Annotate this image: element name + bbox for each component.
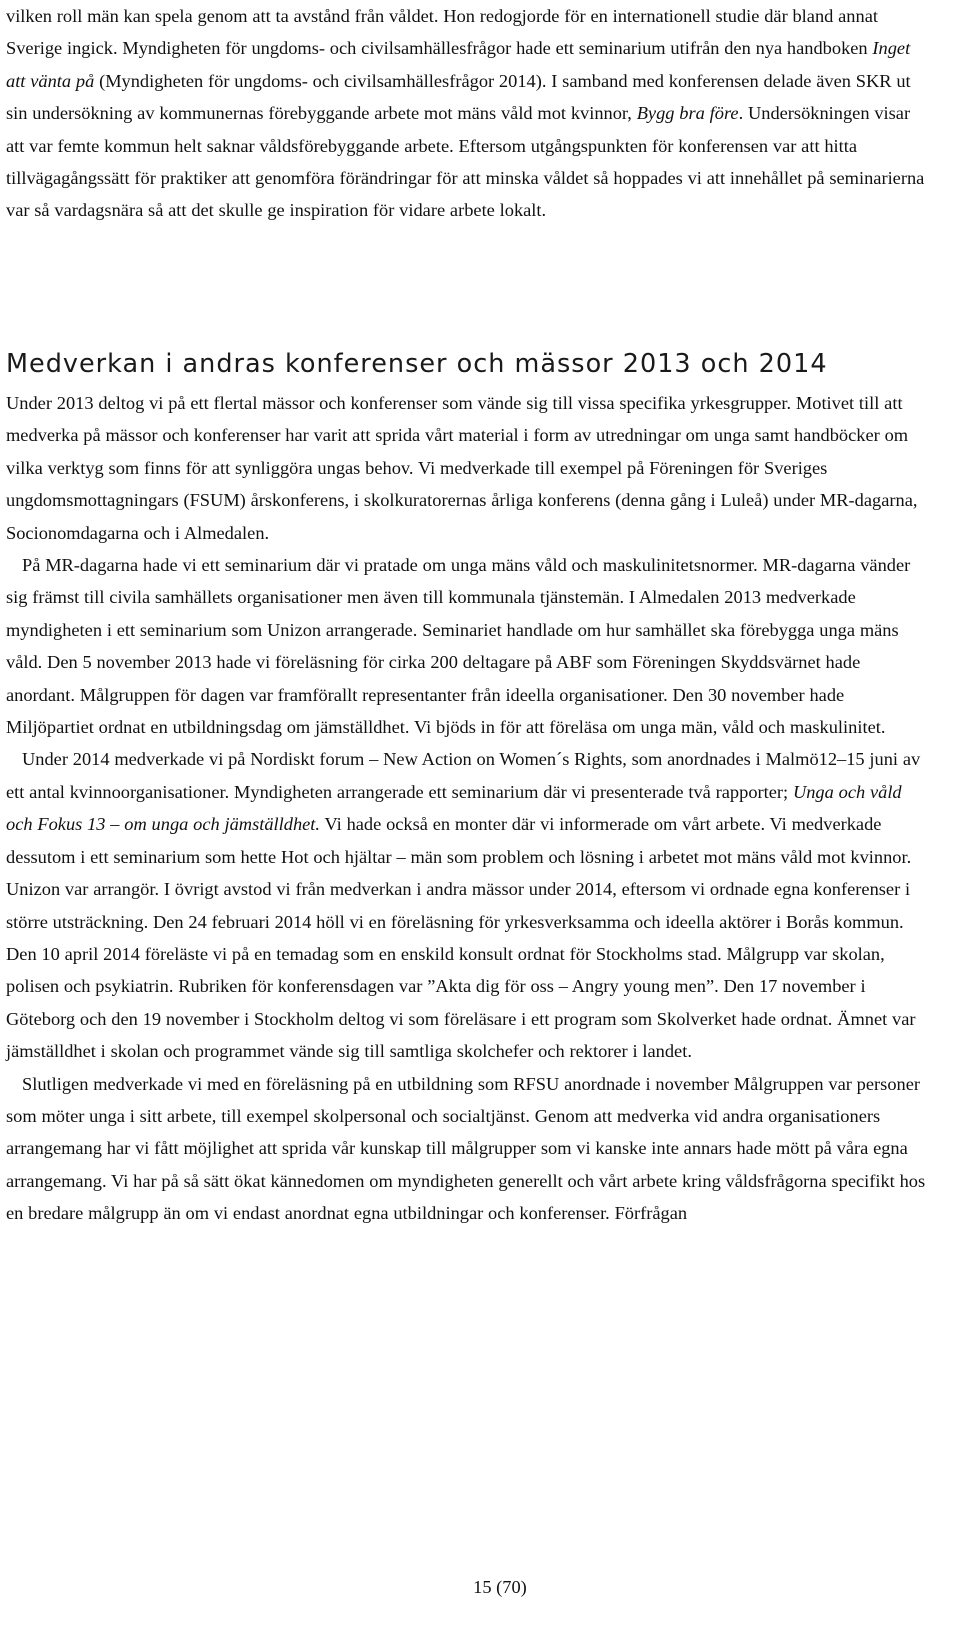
paragraph-3-text-2: Vi hade också en monter där vi informerade om vårt arbete. Vi medverkade dessutom i ett seminarium som hette Hot och hjältar – män som problem och lösning i arbetet mot mäns våld mot kvinnor. Unizon var arrangör. I övrigt avstod vi från medverkan i andra mässor under 2014, eftersom vi ordnade egna konferenser i större utsträckning. Den 24 februari 2014 höll vi en föreläsning för yrkesverksamma och ideella aktörer i Borås kommun. Den 10 april 2014 föreläste vi på en temadag som en enskild konsult ordnat för Stockholms stad. Målgrupp var skolan, polisen och psykiatrin. Rubriken för konferensdagen var ”Akta dig för oss – Angry young men”. Den 17 november i Göteborg och den 19 november i Stockholm deltog vi som föreläsare i ett program som Skolverket hade ordnat. Ämnet var jämställdhet i skolan och programmet vände sig till samtliga skolchefer och rektorer i landet. (6, 814, 916, 1062)
section-heading: Medverkan i andras konferenser och mässor 2013 och 2014 (6, 349, 828, 379)
paragraph-4: Slutligen medverkade vi med en föreläsning på en utbildning som RFSU anordnade i november Målgruppen var personer som möter unga i sitt arbete, till exempel skolpersonal och socialtjänst. Genom att medverka vid andra organisationers arrangemang har vi fått möjlighet att sprida vår kunskap till målgrupper som vi kanske inte annars hade mött på våra egna arrangemang. Vi har på så sätt ökat kännedomen om myndigheten generellt och vårt arbete kring våldsfrågorna specifikt hos en bredare målgrupp än om vi endast anordnat egna utbildningar och konferenser. Förfrågan (6, 1073, 926, 1224)
paragraph-1: Under 2013 deltog vi på ett flertal mässor och konferenser som vände sig till vissa specifika yrkesgrupper. Motivet till att medverka på mässor och konferenser har varit att sprida vårt material i form av utredningar om unga samt handböcker om vilka verktyg som finns för att synliggöra ungas behov. Vi medverkade till exempel på Föreningen för Sveriges ungdomsmottagningars (FSUM) årskonferens, i skolkuratorernas årliga konferens (denna gång i Luleå) under MR-dagarna, Socionomdagarna och i Almedalen. (6, 393, 918, 543)
intro-text-3: . Undersökningen visar att var femte kommun helt saknar våldsförebyggande arbete. Eftersom utgångspunkten för konferensen var att hitta tillvägagångssätt för praktiker att genomföra förändringar för att minska våldet så hoppades vi att innehållet på seminarierna var så vardagsnära så att det skulle ge inspiration för vidare arbete lokalt. (6, 103, 925, 221)
intro-italic-title-2: Bygg bra före (636, 103, 739, 124)
intro-paragraph (6, 0, 926, 227)
paragraph-3-text-1: Under 2014 medverkade vi på Nordiskt forum – New Action on Women´s Rights, som anordnades i Malmö12–15 juni av ett antal kvinnoorganisationer. Myndigheten arrangerade ett seminarium där vi presenterade två rapporter; (6, 749, 921, 802)
body-section (6, 387, 926, 1230)
paragraph-3 (6, 743, 926, 1067)
intro-text-1: vilken roll män kan spela genom att ta avstånd från våldet. Hon redogjorde för en internationell studie där bland annat Sverige ingick. Myndigheten för ungdoms- och civilsamhällesfrågor hade ett seminarium utifrån den nya handboken (6, 6, 878, 59)
intro-section (6, 0, 926, 227)
page-footer (0, 1572, 960, 1602)
intro-italic-title-1: Inget att vänta på (6, 38, 911, 91)
intro-text-2: (Myndigheten för ungdoms- och civilsamhällesfrågor 2014). I samband med konferensen delade även SKR ut sin undersökning av kommunernas förebyggande arbete mot mäns våld mot kvinnor, (6, 70, 911, 124)
page-number: 15 (70) (473, 1577, 527, 1597)
paragraph-3-italic-reports: Unga och våld och Fokus 13 – om unga och jämställdhet. (6, 781, 902, 835)
paragraph-2: På MR-dagarna hade vi ett seminarium där vi pratade om unga mäns våld och maskulinitetsnormer. MR-dagarna vänder sig främst till civila samhällets organisationer men även till kommunala tjänstemän. I Almedalen 2013 medverkade myndigheten i ett seminarium som Unizon arrangerade. Seminariet handlade om hur samhället ska förebygga unga mäns våld. Den 5 november 2013 hade vi föreläsning för cirka 200 deltagare på ABF som Föreningen Skyddsvärnet hade anordant. Målgruppen för dagen var framförallt representanter från ideella organisationer. Den 30 november hade Miljöpartiet ordnat en utbildningsdag om jämställdhet. Vi bjöds in för att föreläsa om unga män, våld och maskulinitet. (6, 555, 911, 738)
